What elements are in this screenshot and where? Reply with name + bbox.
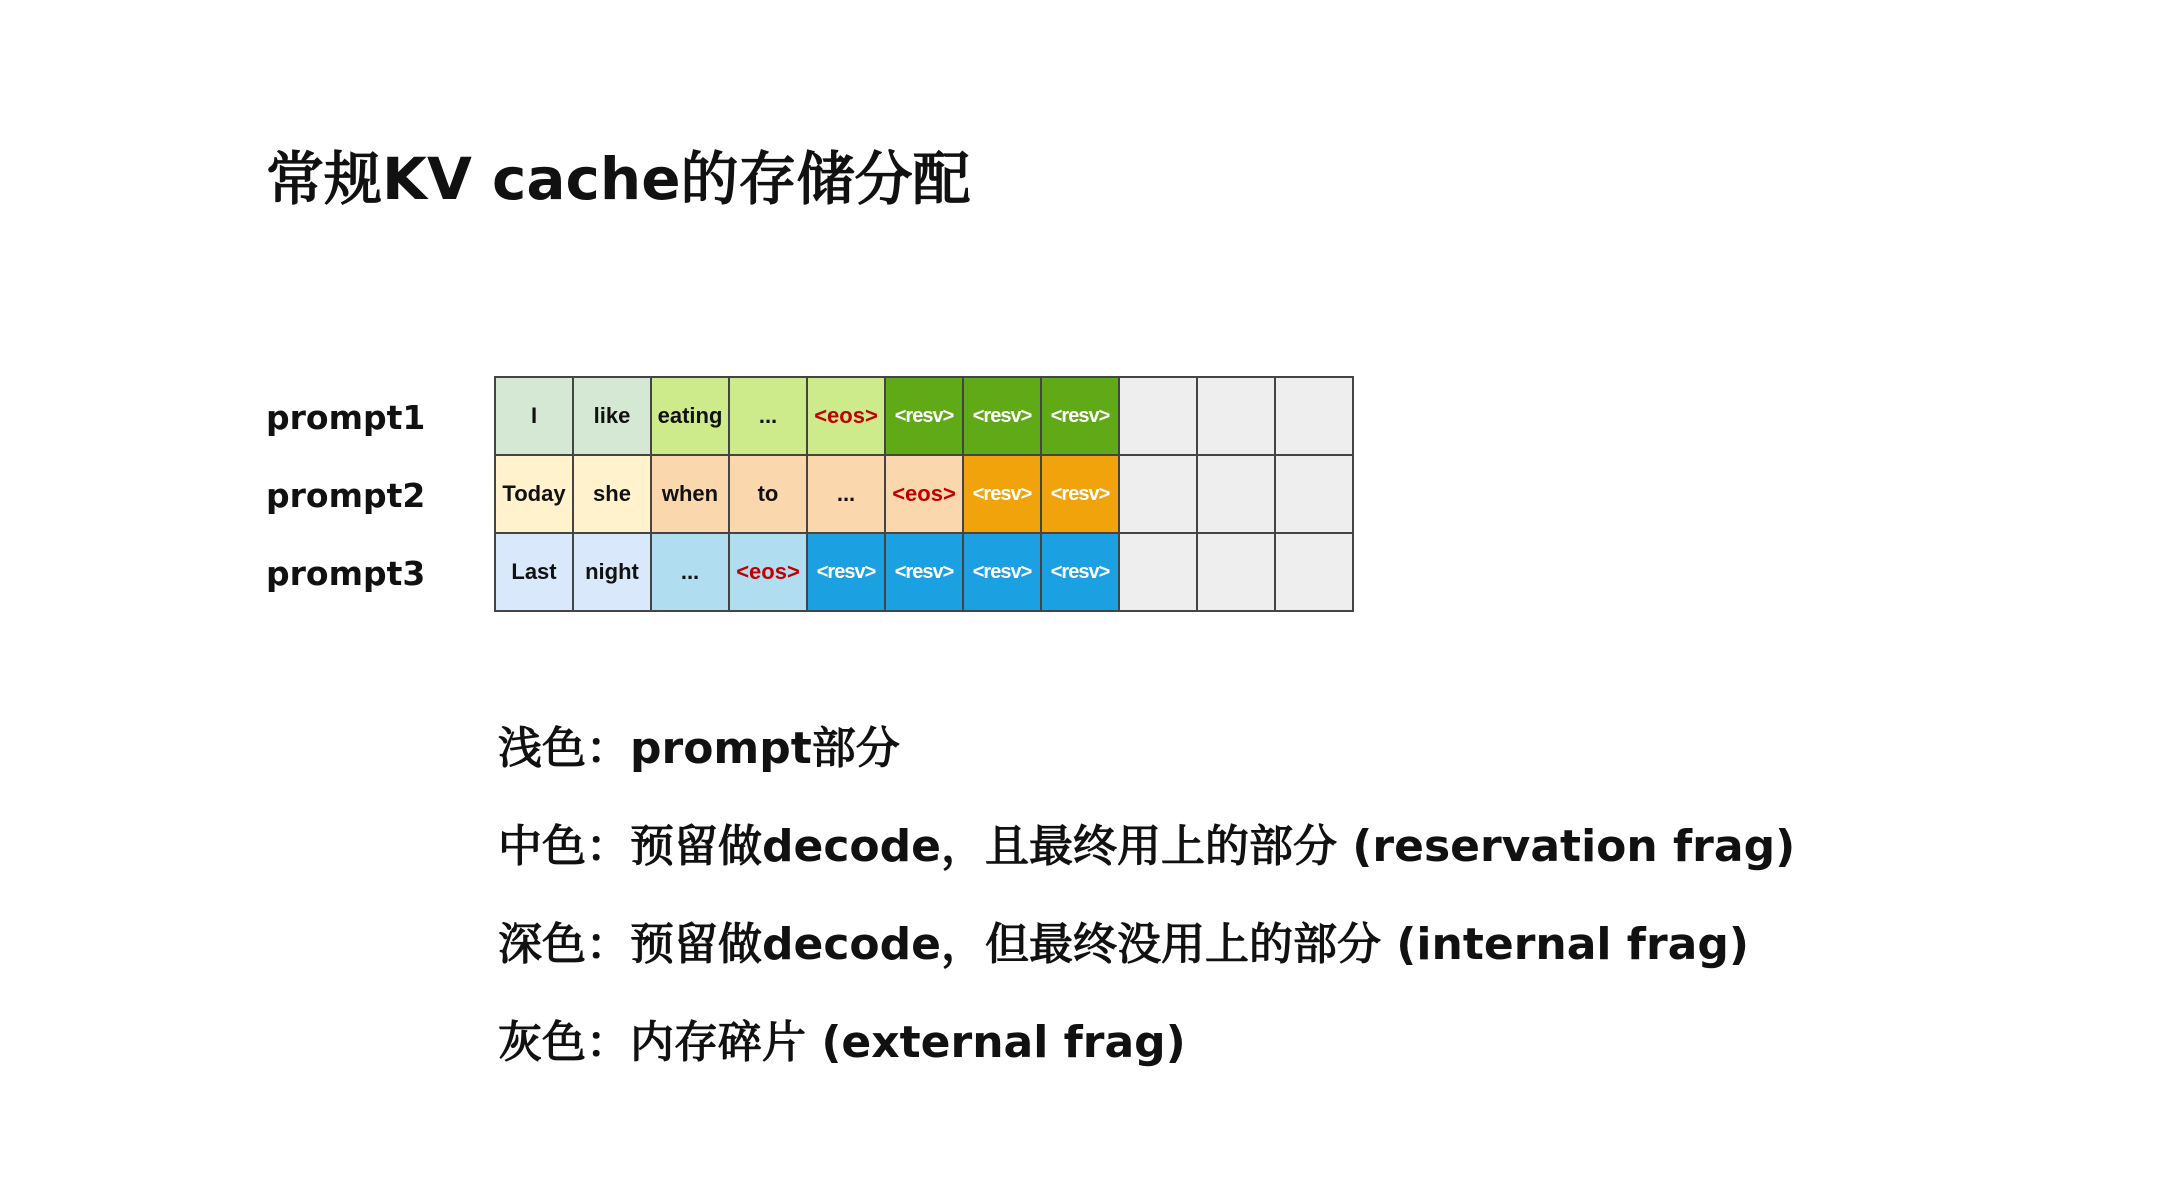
kv-cell-token: ... [730, 378, 808, 456]
kv-cell-token: when [652, 456, 730, 534]
kv-cell-token: like [574, 378, 652, 456]
kv-cell-token: she [574, 456, 652, 534]
kv-cell-empty [1276, 378, 1354, 456]
kv-cell-resv: <resv> [886, 534, 964, 612]
kv-cell-eos: <eos> [886, 456, 964, 534]
legend-gray: 灰色：内存碎片 (external frag) [498, 1017, 1186, 1068]
legend-light: 浅色：prompt部分 [498, 723, 900, 774]
slide-title: 常规KV cache的存储分配 [266, 145, 971, 213]
kv-cell-empty [1198, 378, 1276, 456]
kv-cell-empty [1120, 378, 1198, 456]
kv-cell-resv: <resv> [1042, 378, 1120, 456]
kv-cell-token: Last [496, 534, 574, 612]
row-label-prompt1: prompt1 [266, 398, 426, 437]
kv-cell-resv: <resv> [964, 456, 1042, 534]
kv-cell-token: ... [652, 534, 730, 612]
kv-cell-token: eating [652, 378, 730, 456]
kv-cell-empty [1120, 456, 1198, 534]
legend-dark: 深色：预留做decode，但最终没用上的部分 (internal frag) [498, 919, 1749, 970]
kv-cell-token: Today [496, 456, 574, 534]
kv-cell-empty [1198, 456, 1276, 534]
kv-cell-empty [1276, 534, 1354, 612]
kv-cell-eos: <eos> [730, 534, 808, 612]
kv-cell-token: night [574, 534, 652, 612]
kv-cell-token: to [730, 456, 808, 534]
kv-cell-token: I [496, 378, 574, 456]
kv-cell-empty [1276, 456, 1354, 534]
kv-cell-resv: <resv> [1042, 534, 1120, 612]
kv-cell-resv: <resv> [964, 534, 1042, 612]
kv-cell-resv: <resv> [886, 378, 964, 456]
kv-cell-empty [1198, 534, 1276, 612]
kv-cell-eos: <eos> [808, 378, 886, 456]
row-label-prompt2: prompt2 [266, 476, 426, 515]
kv-cell-empty [1120, 534, 1198, 612]
kv-cache-grid [494, 376, 1354, 612]
kv-cell-resv: <resv> [1042, 456, 1120, 534]
kv-cell-resv: <resv> [808, 534, 886, 612]
row-label-prompt3: prompt3 [266, 554, 426, 593]
kv-cell-resv: <resv> [964, 378, 1042, 456]
legend-medium: 中色：预留做decode，且最终用上的部分 (reservation frag) [498, 821, 1796, 872]
kv-cell-token: ... [808, 456, 886, 534]
